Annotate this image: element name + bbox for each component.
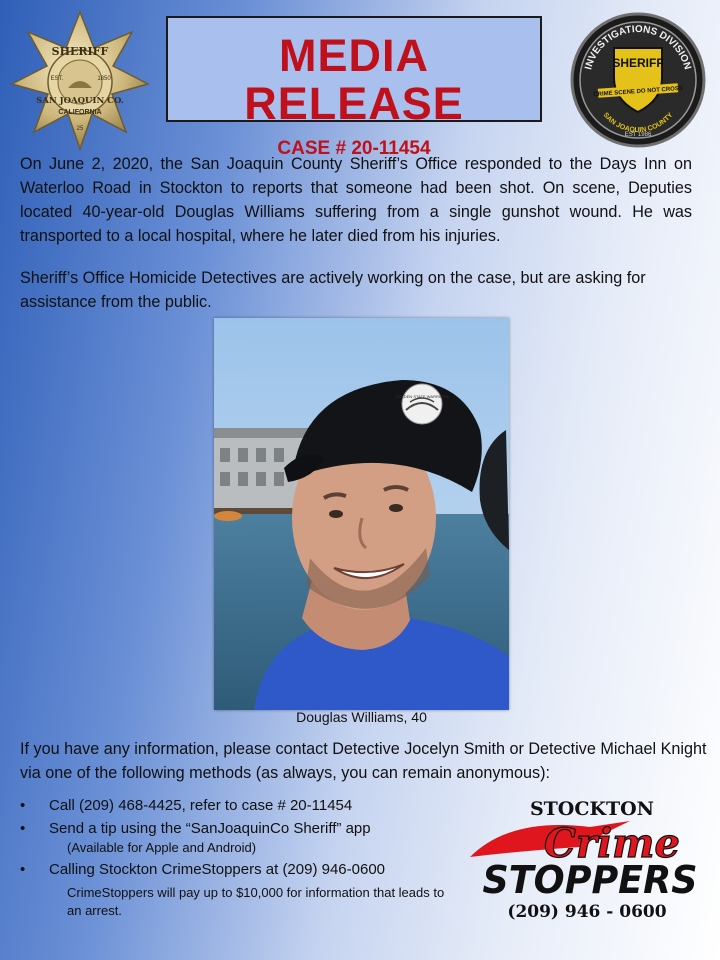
- badge-year: 1850: [97, 76, 111, 82]
- bullet-icon: •: [20, 797, 26, 814]
- badge-county: SAN JOAQUIN CO.: [36, 96, 124, 106]
- seal-shield-text: SHERIFF: [612, 56, 664, 70]
- cs-city: STOCKTON: [529, 798, 655, 820]
- badge-est: EST.: [50, 76, 64, 82]
- call-method: Call (209) 468-4425, refer to case # 20-11454: [49, 797, 353, 814]
- badge-number: 25: [76, 126, 84, 132]
- appeal-paragraph: Sheriff’s Office Homicide Detectives are actively working on the case, but are asking for assistance from the public.: [20, 269, 646, 311]
- bullet-icon: •: [20, 820, 26, 837]
- title-box: [166, 16, 542, 159]
- investigations-division-seal: [570, 12, 706, 148]
- page-title: MEDIA RELEASE: [244, 30, 464, 129]
- cap-logo-text: GOLDEN STATE WARRIORS: [395, 394, 449, 399]
- crimestoppers-logo: [462, 795, 712, 925]
- sheriff-badge-logo: [8, 8, 153, 153]
- contact-paragraph: If you have any information, please contact Detective Jocelyn Smith or Detective Michael Knight via one of the following methods (as always, you can remain anonymous):: [20, 740, 707, 782]
- reward-note: CrimeStoppers will pay up to $10,000 for information that leads to an arrest.: [67, 885, 445, 918]
- cs-stoppers: STOPPERS: [482, 858, 698, 902]
- crimestoppers-method: Calling Stockton CrimeStoppers at (209) 946-0600: [49, 861, 386, 878]
- cs-phone: (209) 946 - 0600: [507, 902, 667, 922]
- contact-methods-list: [20, 795, 460, 920]
- seal-tape-text: CRIME SCENE DO NOT CROSS: [593, 85, 684, 99]
- app-note: (Available for Apple and Android): [67, 840, 257, 855]
- list-item: [20, 818, 460, 857]
- victim-photo: [214, 318, 509, 710]
- badge-state: CALIFORNIA: [58, 109, 102, 116]
- incident-paragraph: On June 2, 2020, the San Joaquin County Sheriff’s Office responded to the Days Inn on Waterloo Road in Stockton to reports that someone had been shot. On scene, Deputies located 40-year-old Douglas Williams suffering from a single gunshot wound. He was transported to a local hospital, where he later died from his injuries.: [20, 155, 692, 245]
- list-item: [20, 859, 460, 920]
- bullet-icon: •: [20, 861, 26, 878]
- app-method: Send a tip using the “SanJoaquinCo Sheriff” app: [49, 820, 371, 837]
- photo-caption: Douglas Williams, 40: [296, 709, 427, 725]
- seal-ring-top: INVESTIGATIONS DIVISION: [583, 23, 693, 71]
- seal-est: EST 1986: [624, 132, 652, 138]
- case-number: CASE # 20-11454: [277, 138, 431, 159]
- badge-top-text: SHERIFF: [51, 45, 109, 58]
- seal-ring-bottom: SAN JOAQUIN COUNTY: [601, 111, 675, 135]
- list-item: [20, 795, 460, 816]
- cs-crime: Crime: [544, 820, 680, 867]
